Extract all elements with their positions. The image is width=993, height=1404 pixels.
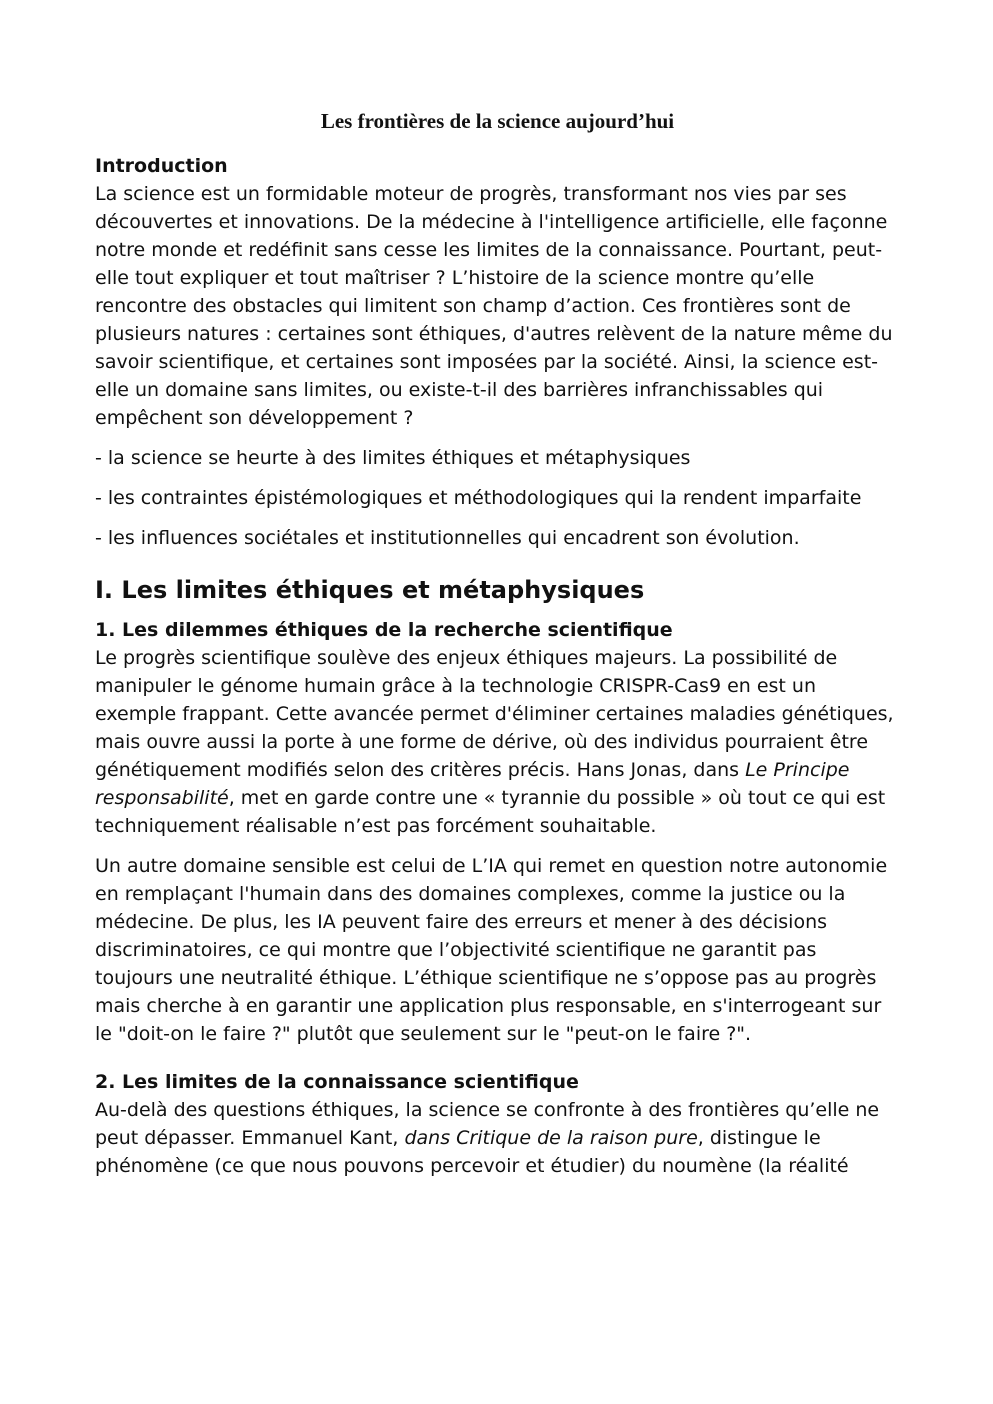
- intro-paragraph: La science est un formidable moteur de progrès, transformant nos vies par ses découvertes et innovations. De la médecine à l'intelligence artificielle, elle façonne notre monde et redéfinit sans cesse les limites de la connaissance. Pourtant, peut-elle tout expliquer et tout maîtriser ? L’histoire de la science montre qu’elle rencontre des obstacles qui limitent son champ d’action. Ces frontières sont de plusieurs natures : certaines sont éthiques, d'autres relèvent de la nature même du savoir scientifique, et certaines sont imposées par la société. Ainsi, la science est-elle un domaine sans limites, ou existe-t-il des barrières infranchissables qui empêchent son développement ?: [95, 183, 893, 429]
- text-run: , met en garde contre une « tyrannie du possible » où tout ce qui est techniquement réalisable n’est pas forcément souhaitable.: [95, 787, 886, 837]
- document-body: [95, 107, 900, 1192]
- document-title: Les frontières de la science aujourd’hui: [320, 109, 675, 133]
- plan-item-1: - la science se heurte à des limites éthiques et métaphysiques: [95, 447, 691, 469]
- text-run: Le progrès scientifique soulève des enjeux éthiques majeurs. La possibilité de manipuler le génome humain grâce à la technologie CRISPR-Cas9 en est un exemple frappant. Cette avancée permet d'éliminer certaines maladies génétiques, mais ouvre aussi la porte à une forme de dérive, où des individus pourraient être génétiquement modifiés selon des critères précis. Hans Jonas, dans: [95, 647, 894, 781]
- subsection-1-paragraph-1: [95, 644, 900, 840]
- subsection-2-paragraph-1: [95, 1096, 900, 1180]
- subsection-2-heading: 2. Les limites de la connaissance scientifique: [95, 1071, 579, 1093]
- subsection-1-heading: 1. Les dilemmes éthiques de la recherche scientifique: [95, 619, 673, 641]
- plan-item-2: - les contraintes épistémologiques et méthodologiques qui la rendent imparfaite: [95, 487, 862, 509]
- plan-item-3: - les influences sociétales et institutionnelles qui encadrent son évolution.: [95, 527, 800, 549]
- section-1-heading: I. Les limites éthiques et métaphysiques: [95, 576, 645, 604]
- text-run: , distingue le phénomène (ce que nous pouvons percevoir et étudier) du noumène (la réalité: [95, 1127, 849, 1177]
- intro-heading: Introduction: [95, 155, 228, 177]
- subsection-1-paragraph-2: Un autre domaine sensible est celui de L’IA qui remet en question notre autonomie en remplaçant l'humain dans des domaines complexes, comme la justice ou la médecine. De plus, les IA peuvent faire des erreurs et mener à des décisions discriminatoires, ce qui montre que l’objectivité scientifique ne garantit pas toujours une neutralité éthique. L’éthique scientifique ne s’oppose pas au progrès mais cherche à en garantir une application plus responsable, en s'interrogeant sur le "doit-on le faire ?" plutôt que seulement sur le "peut-on le faire ?".: [95, 855, 888, 1045]
- book-title: dans Critique de la raison pure: [404, 1127, 698, 1149]
- text-run: Au-delà des questions éthiques, la science se confronte à des frontières qu’elle ne peut dépasser. Emmanuel Kant,: [95, 1099, 880, 1149]
- book-title: Le Principe responsabilité: [95, 759, 850, 809]
